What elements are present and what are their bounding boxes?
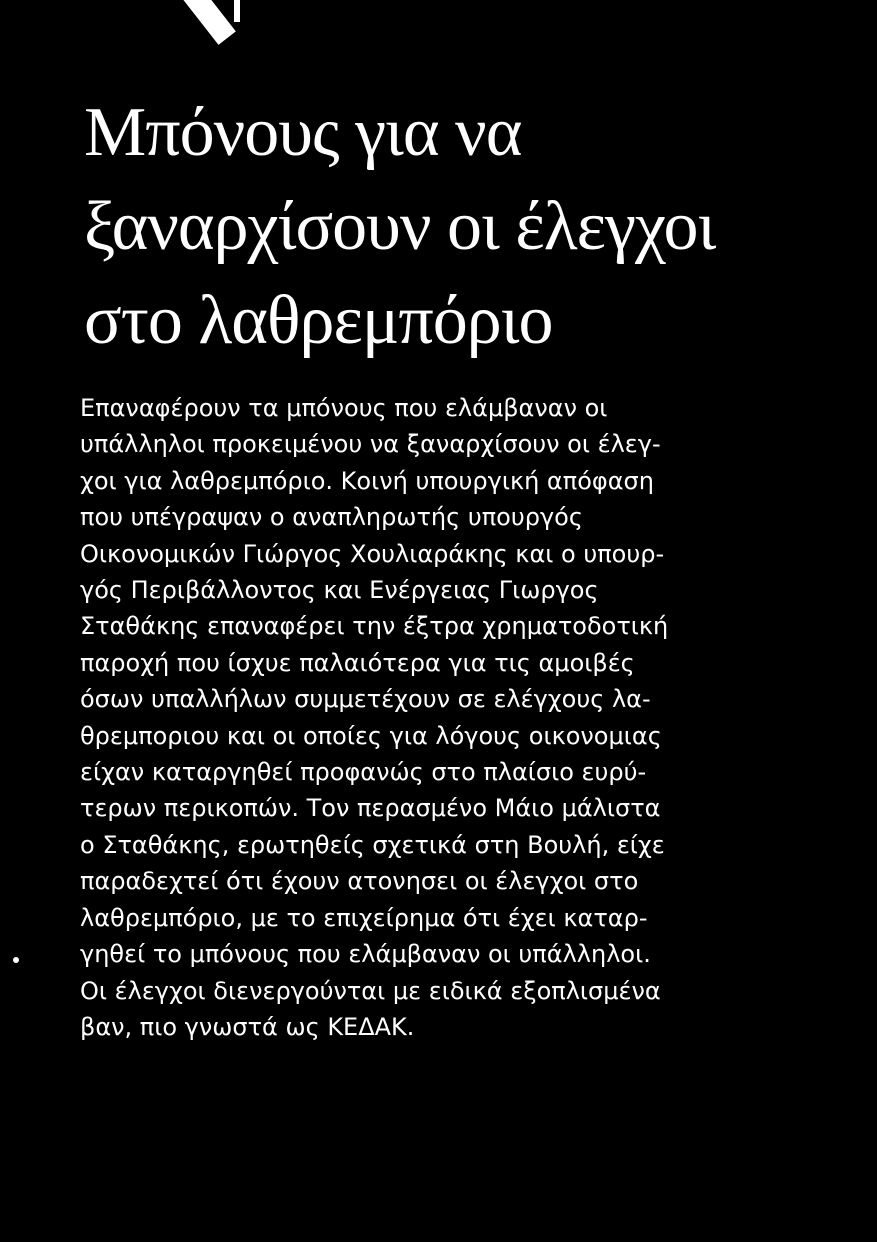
- article-headline: [84, 86, 854, 368]
- body-line: γηθεί το μπόνους που ελάμβαναν οι υπάλληλοι.: [80, 940, 651, 969]
- decorative-dot: [13, 957, 19, 963]
- body-line: λαθρεμπόριο, με το επιχείρημα ότι έχει καταρ-: [80, 903, 648, 932]
- body-line: Οι έλεγχοι διενεργούνται με ειδικά εξοπλισμένα: [80, 976, 661, 1005]
- body-line: ο Σταθάκης, ερωτηθείς σχετικά στη Βουλή, είχε: [80, 830, 665, 859]
- headline-line: ξαναρχίσουν οι έλεγχοι: [84, 188, 716, 265]
- headline-line: Μπόνους για να: [84, 94, 522, 171]
- body-line: Επαναφέρουν τα μπόνους που ελάμβαναν οι: [80, 394, 608, 422]
- body-line: που υπέγραψαν ο αναπληρωτής υπουργός: [80, 503, 583, 532]
- body-line: Οικονομικών Γιώργος Χουλιαράκης και ο υπουρ-: [80, 539, 665, 568]
- headline-line: στο λαθρεμπόριο: [84, 282, 553, 359]
- body-line: θρεμποριου και οι οποίες για λόγους οικονομιας: [80, 721, 662, 750]
- body-line: παροχή που ίσχυε παλαιότερα για τις αμοιβές: [80, 648, 635, 677]
- decorative-tick: [234, 0, 240, 22]
- body-line: υπάλληλοι προκειμένου να ξαναρχίσουν οι έλεγ-: [80, 430, 661, 459]
- body-line: χοι για λαθρεμπόριο. Κοινή υπουργική απόφαση: [80, 466, 654, 495]
- body-line: βαν, πιο γνωστά ως ΚΕΔΑΚ.: [80, 1012, 415, 1041]
- decorative-slash: [160, 0, 236, 45]
- article-body: [80, 390, 850, 1045]
- body-line: παραδεχτεί ότι έχουν ατονησει οι έλεγχοι στο: [80, 867, 639, 896]
- body-line: Σταθάκης επαναφέρει την έξτρα χρηματοδοτική: [80, 612, 669, 641]
- body-line: όσων υπαλλήλων συμμετέχουν σε ελέγχους λα-: [80, 685, 651, 714]
- body-line: είχαν καταργηθεί προφανώς στο πλαίσιο ευρύ-: [80, 758, 647, 787]
- body-line: τερων περικοπών. Τον περασμένο Μάιο μάλιστα: [80, 794, 661, 823]
- body-line: γός Περιβάλλοντος και Ενέργειας Γιωργος: [80, 576, 599, 605]
